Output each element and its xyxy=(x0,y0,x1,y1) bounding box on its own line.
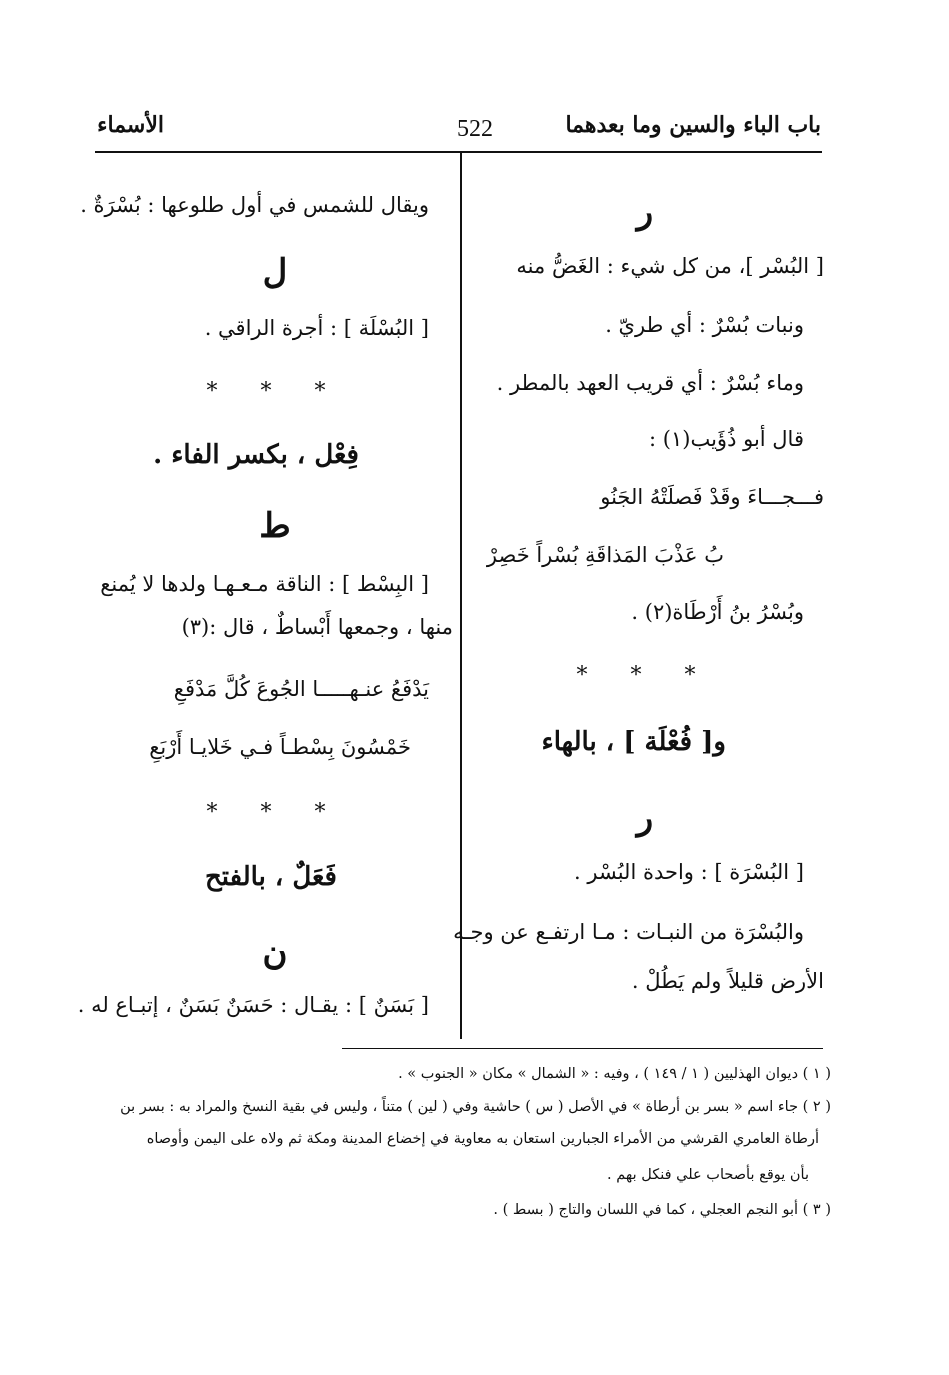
letter-heading-ta: ط xyxy=(259,506,291,546)
footnote-3: ( ٣ ) أبو النجم العجلي ، كما في اللسان والتاج ( بسط ) . xyxy=(493,1202,831,1218)
right-line-1: [ البُسْر ]، من كل شيء : الغَضُّ منه xyxy=(516,254,824,278)
right-line-7: والبُسْرَة من النبـات : مـا ارتفـع عن وجـه xyxy=(453,920,804,944)
letter-heading-ra-1: ر xyxy=(636,192,654,232)
left-line-1: ويقال للشمس في أول طلوعها : بُسْرَةٌ . xyxy=(80,193,429,217)
right-line-4: قال أبو ذُؤَيب(١) : xyxy=(649,427,804,451)
right-heading-fuala: و[ فُعْلَة ] ، بالهاء xyxy=(541,727,726,757)
right-line-6: [ البُسْرَة ] : واحدة البُسْر . xyxy=(574,860,804,884)
right-line-2: ونبات بُسْرٌ : أي طريّ . xyxy=(605,313,804,337)
left-line-5: [ بَسَنٌ ] : يقـال : حَسَنٌ بَسَنٌ ، إتبـاع له . xyxy=(77,993,429,1017)
left-heading-fil: فِعْل ، بكسر الفاء . xyxy=(153,440,359,470)
left-heading-faal: فَعَلٌ ، بالفتح xyxy=(204,862,337,892)
letter-heading-ra-2: ر xyxy=(636,798,654,838)
page-number: 522 xyxy=(457,116,493,142)
separator-stars-right: * * * xyxy=(576,663,714,688)
footnote-2-line-1: ( ٢ ) جاء اسم « بسر بن أرطاة » في الأصل ( س ) حاشية وفي ( لين ) متناً ، وليس في بقية النسخ والمراد به : بسر بن xyxy=(120,1099,831,1115)
right-line-3: وماء بُسْرٌ : أي قريب العهد بالمطر . xyxy=(496,371,804,395)
footnote-1: ( ١ ) ديوان الهذليين ( ١ / ١٤٩ ) ، وفيه : « الشمال » مكان « الجنوب » . xyxy=(398,1066,831,1082)
left-verse-2: خَمْسُونَ بِسْطـاً فـي خَلايـا أَرْبَعِ xyxy=(149,735,411,759)
header-rule xyxy=(95,151,822,153)
right-line-5: وبُسْرُ بنُ أَرْطَاة(٢) . xyxy=(631,600,804,624)
letter-heading-lam: ل xyxy=(262,252,288,292)
running-header-right: باب الباء والسين وما بعدهما xyxy=(565,112,821,138)
separator-stars-left-1: * * * xyxy=(206,379,344,404)
footnote-rule xyxy=(342,1048,823,1049)
letter-heading-nun: ن xyxy=(262,933,288,973)
right-verse-1: فـــجـــاءَ وقَدْ فَصلَتْهُ الجَنُو xyxy=(600,485,824,509)
left-line-3: [ البِسْط ] : الناقة مـعـهـا ولدها لا يُمنع xyxy=(100,572,429,596)
left-line-4: منها ، وجمعها أَبْساطٌ ، قال :(٣) xyxy=(181,615,453,639)
left-verse-1: يَدْفَعُ عنـهـــــا الجُوعَ كُلَّ مَدْفَعِ xyxy=(173,677,429,701)
footnote-2-line-3: بأن يوقع بأصحاب علي فنكل بهم . xyxy=(607,1167,809,1183)
column-divider xyxy=(460,153,462,1039)
footnote-2-line-2: أرطاة العامري القرشي من الأمراء الجبارين استعان به معاوية في إخضاع المدينة ومكة ثم ولاه على اليمن وأوصاه xyxy=(146,1131,819,1147)
separator-stars-left-2: * * * xyxy=(206,800,344,825)
left-line-2: [ البُسْلَة ] : أجرة الراقي . xyxy=(204,316,429,340)
right-verse-2: بُ عَذْبَ المَذاقَةِ بُسْراً خَصِرْ xyxy=(486,543,724,567)
right-line-8: الأرض قليلاً ولم يَطُلْ . xyxy=(631,969,824,993)
running-header-left: الأسماء xyxy=(97,112,164,138)
